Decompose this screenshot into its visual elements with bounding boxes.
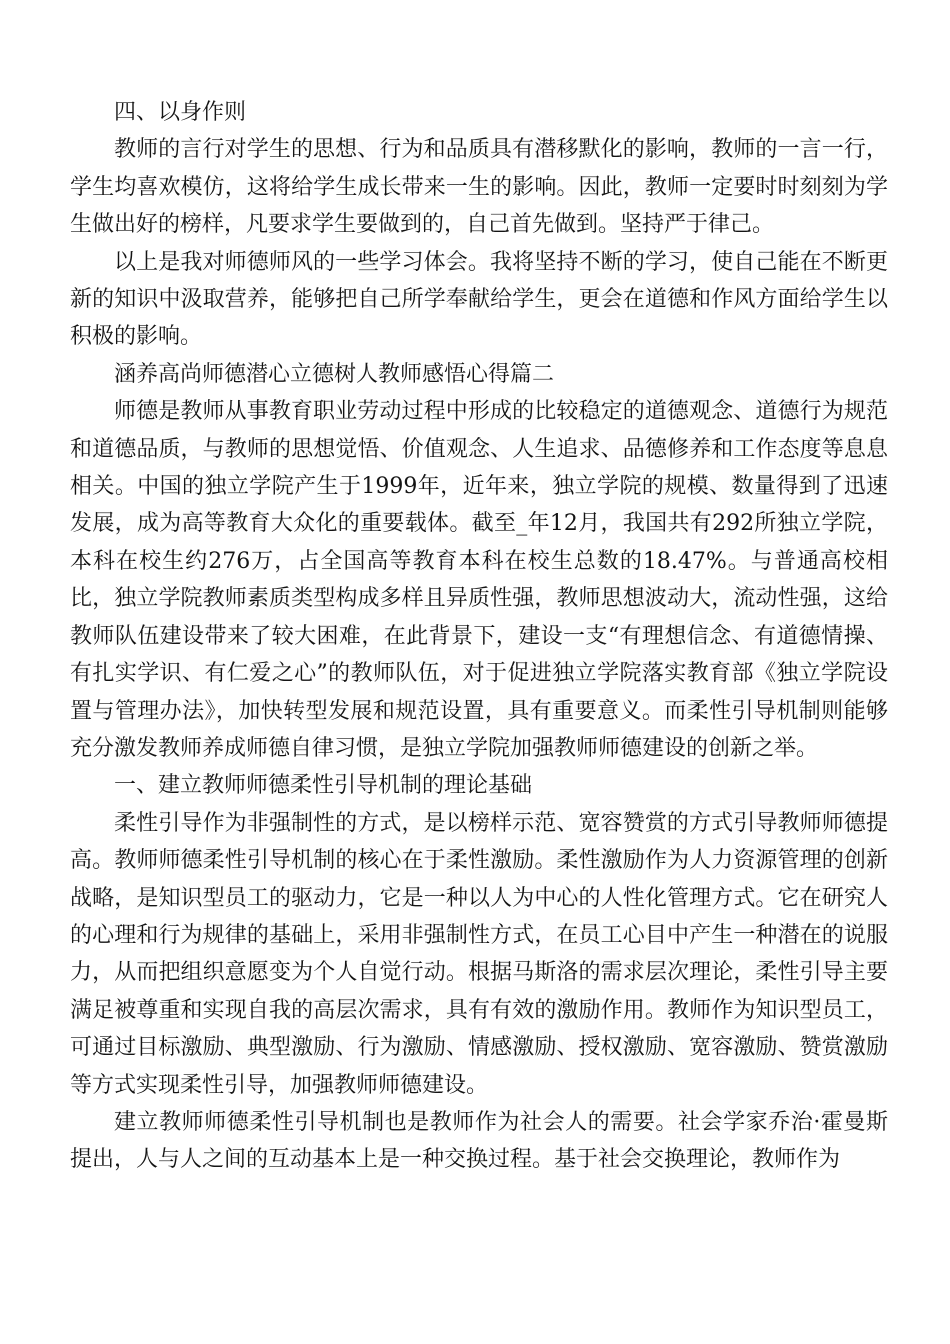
paragraph: 以上是我对师德师风的一些学习体会。我将坚持不断的学习，使自己能在不断更新的知识中汲取营养，能够把自己所学奉献给学生，更会在道德和作风方面给学生以积极的影响。	[70, 249, 888, 350]
paragraph: 教师的言行对学生的思想、行为和品质具有潜移默化的影响，教师的一言一行，学生均喜欢模仿，这将给学生成长带来一生的影响。因此，教师一定要时时刻刻为学生做出好的榜样，凡要求学生要做到的，自己首先做到。坚持严于律己。	[70, 137, 888, 238]
section-heading-1: 一、建立教师师德柔性引导机制的理论基础	[114, 773, 533, 799]
paragraph: 师德是教师从事教育职业劳动过程中形成的比较稳定的道德观念、道德行为规范和道德品质，与教师的思想觉悟、价值观念、人生追求、品德修养和工作态度等息息相关。中国的独立学院产生于1999年，近年来，独立学院的规模、数量得到了迅速发展，成为高等教育大众化的重要载体。截至_年12月，我国共有292所独立学院，本科在校生约276万，占全国高等教育本科在校生总数的18.47%。与普通高校相比，独立学院教师素质类型构成多样且异质性强，教师思想波动大，流动性强，这给教师队伍建设带来了较大困难，在此背景下，建设一支“有理想信念、有道德情操、有扎实学识、有仁爱之心”的教师队伍，对于促进独立学院落实教育部《独立学院设置与管理办法》，加快转型发展和规范设置，具有重要意义。而柔性引导机制则能够充分激发教师养成师德自律习惯，是独立学院加强教师师德建设的创新之举。	[70, 399, 888, 761]
paragraph: 柔性引导作为非强制性的方式，是以榜样示范、宽容赞赏的方式引导教师师德提高。教师师德柔性引导机制的核心在于柔性激励。柔性激励作为人力资源管理的创新战略，是知识型员工的驱动力，它是一种以人为中心的人性化管理方式。它在研究人的心理和行为规律的基础上，采用非强制性方式，在员工心目中产生一种潜在的说服力，从而把组织意愿变为个人自觉行动。根据马斯洛的需求层次理论，柔性引导主要满足被尊重和实现自我的高层次需求，具有有效的激励作用。教师作为知识型员工，可通过目标激励、典型激励、行为激励、情感激励、授权激励、宽容激励、赞赏激励等方式实现柔性引导，加强教师师德建设。	[70, 810, 888, 1098]
section-heading-4: 四、以身作则	[114, 100, 247, 125]
article-title: 涵养高尚师德潜心立德树人教师感悟心得篇二	[114, 361, 555, 387]
document-body	[70, 94, 888, 1179]
paragraph: 建立教师师德柔性引导机制也是教师作为社会人的需要。社会学家乔治·霍曼斯提出，人与人之间的互动基本上是一种交换过程。基于社会交换理论，教师作为	[70, 1109, 888, 1173]
